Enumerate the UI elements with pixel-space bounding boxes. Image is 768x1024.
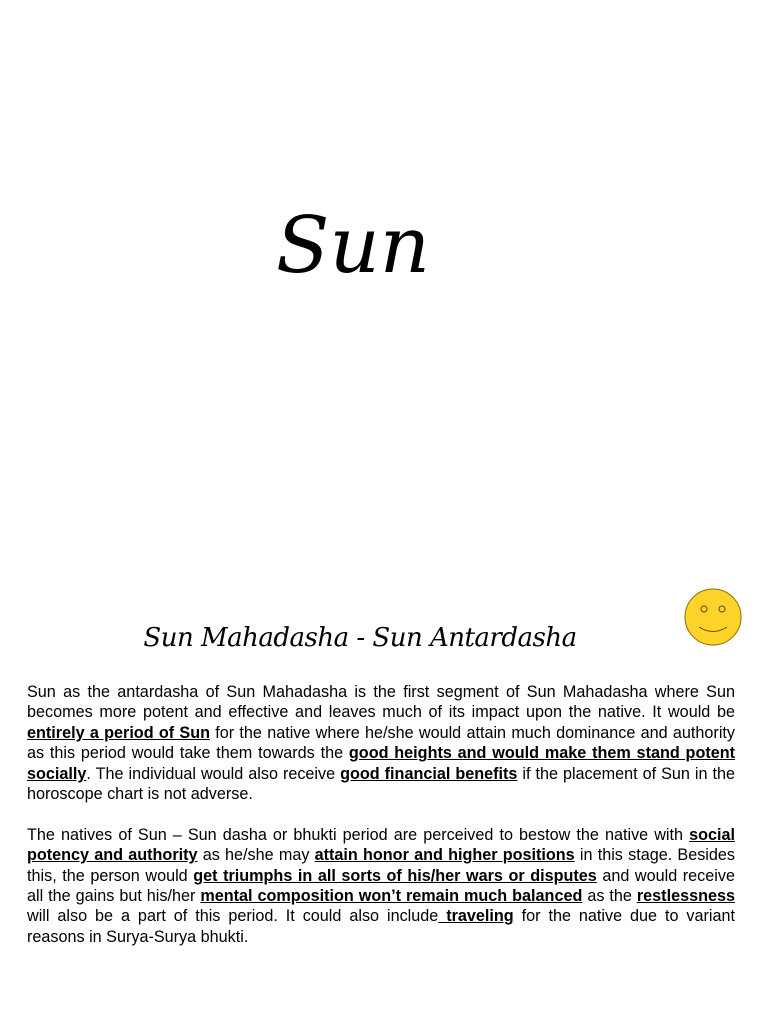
paragraph-2-emphasis-6: traveling <box>438 907 514 926</box>
paragraph-1-text-4: if the placement of Sun in the horoscope chart is not adverse. <box>27 764 736 804</box>
page-title: Sun <box>276 201 430 291</box>
paragraph-2-text-5: as the <box>582 887 637 906</box>
paragraph-2-emphasis-1: social potency and authority <box>27 825 735 865</box>
paragraph-2-text-2: as he/she may <box>197 846 315 865</box>
paragraph-1 <box>27 682 735 804</box>
paragraph-1-text-1: Sun as the antardasha of Sun Mahadasha is the first segment of Sun Mahadasha where Sun becomes more potent and effective and leaves much of its impact upon the native. It would be <box>27 683 735 722</box>
smiley-face-icon <box>684 588 742 646</box>
paragraph-2-text-4: and would receive all the gains but his/her <box>27 866 735 906</box>
paragraph-1-emphasis-3: good financial benefits <box>340 764 518 783</box>
body-text <box>27 682 735 968</box>
paragraph-2-text-6: will also be a part of this period. It could also include <box>27 907 439 926</box>
paragraph-2-emphasis-3: get triumphs in all sorts of his/her wars or disputes <box>193 866 597 885</box>
paragraph-2-emphasis-2: attain honor and higher positions <box>314 846 575 865</box>
section-heading: Sun Mahadasha - Sun Antardasha <box>143 623 577 653</box>
paragraph-1-emphasis-1: entirely a period of Sun <box>27 723 210 742</box>
smiley-face-circle <box>685 589 741 645</box>
paragraph-2-text-1: The natives of Sun – Sun dasha or bhukti period are perceived to bestow the native with <box>27 825 690 844</box>
paragraph-2-emphasis-4: mental composition won’t remain much balanced <box>200 887 583 906</box>
paragraph-1-text-2: for the native where he/she would attain much dominance and authority as this period would take them towards the <box>27 723 736 763</box>
paragraph-1-text-3: . The individual would also receive <box>86 764 341 783</box>
paragraph-2-text-7: for the native due to variant reasons in Surya-Surya bhukti. <box>27 907 736 946</box>
paragraph-2-text-3: in this stage. Besides this, the person would <box>27 846 735 885</box>
paragraph-2 <box>27 825 735 947</box>
paragraph-1-emphasis-2: good heights and would make them stand potent socially <box>27 744 736 783</box>
paragraph-2-emphasis-5: restlessness <box>636 887 735 906</box>
